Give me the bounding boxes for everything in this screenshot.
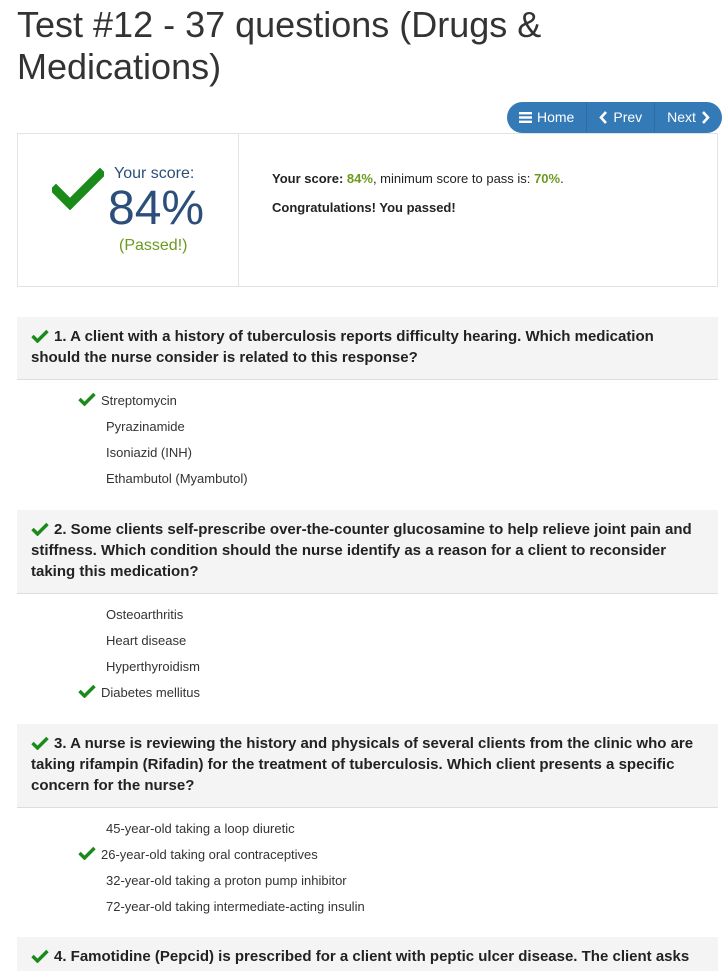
question-text: 2. Some clients self-prescribe over-the-counter glucosamine to help relieve joint pain and stiffness. Which condition should the nurse identify as a reason for a client to reconsider taking this medication? [31,521,692,580]
answer-text: Ethambutol (Myambutol) [106,471,248,486]
correct-check-icon [31,329,49,343]
home-button[interactable] [507,102,587,133]
next-button-label: Next [667,109,696,125]
answer-option [17,868,718,894]
your-score-label: Your score: [114,165,195,182]
question-block [17,724,718,920]
correct-check-icon [31,949,49,963]
correct-check-icon [78,846,96,860]
question-text: 1. A client with a history of tuberculosis reports difficulty hearing. Which medication should the nurse consider is related to this response? [31,328,654,366]
answer-text: Isoniazid (INH) [106,445,192,460]
score-panel [17,133,718,287]
page-title: Test #12 - 37 questions (Drugs & Medications) [17,4,542,87]
pass-status: (Passed!) [119,237,188,254]
score-line-end: . [560,171,564,186]
score-percent: 84% [108,182,205,235]
congrats-message: Congratulations! You passed! [272,200,456,215]
next-button[interactable] [655,102,722,133]
correct-check-icon [31,522,49,536]
answer-option [17,816,718,842]
answer-option [17,388,718,414]
answer-option [17,894,718,920]
answer-text: Streptomycin [101,393,177,408]
chevron-left-icon [599,111,608,124]
score-summary [18,134,239,286]
nav-button-group [507,102,722,133]
correct-check-icon [31,736,49,750]
answer-list [17,594,718,706]
answer-text: 32-year-old taking a proton pump inhibitor [106,873,347,888]
answer-option [17,654,718,680]
answer-option [17,628,718,654]
answer-text: 45-year-old taking a loop diuretic [106,821,295,836]
question-block [17,937,718,971]
answer-list [17,808,718,920]
answer-option [17,680,718,706]
answer-text: Hyperthyroidism [106,659,200,674]
answer-option [17,466,718,492]
answer-text: Heart disease [106,633,187,648]
answer-text: Osteoarthritis [106,607,184,622]
score-line [272,171,564,186]
answer-option [17,842,718,868]
question-header [17,510,718,594]
prev-button-label: Prev [613,109,643,125]
chevron-right-icon [701,111,710,124]
question-text: 3. A nurse is reviewing the history and physicals of several clients from the clinic who are taking rifampin (Rifadin) for the treatment of tuberculosis. Which client presents a specific concern for the nurse? [31,735,694,794]
question-block [17,510,718,706]
passed-check-icon [52,168,104,210]
correct-check-icon [78,684,96,698]
question-header [17,317,718,380]
score-line-mid: , minimum score to pass is: [372,171,531,186]
menu-icon [519,112,532,123]
min-score-value: 70% [534,171,561,186]
answer-option [17,414,718,440]
correct-check-icon [78,392,96,406]
score-line-value: 84% [346,171,373,186]
question-block [17,317,718,492]
answer-text: 72-year-old taking intermediate-acting insulin [106,899,365,914]
answer-option [17,440,718,466]
score-details [239,134,717,286]
question-header [17,937,718,971]
answer-text: Pyrazinamide [106,419,185,434]
score-line-prefix: Your score: [272,171,344,186]
answer-text: Diabetes mellitus [101,685,200,700]
answer-list [17,380,718,492]
prev-button[interactable] [587,102,655,133]
question-text: 4. Famotidine (Pepcid) is prescribed for a client with peptic ulcer disease. The client asks [54,948,690,965]
answer-text: 26-year-old taking oral contraceptives [101,847,318,862]
home-button-label: Home [537,109,575,125]
question-header [17,724,718,808]
answer-option [17,602,718,628]
